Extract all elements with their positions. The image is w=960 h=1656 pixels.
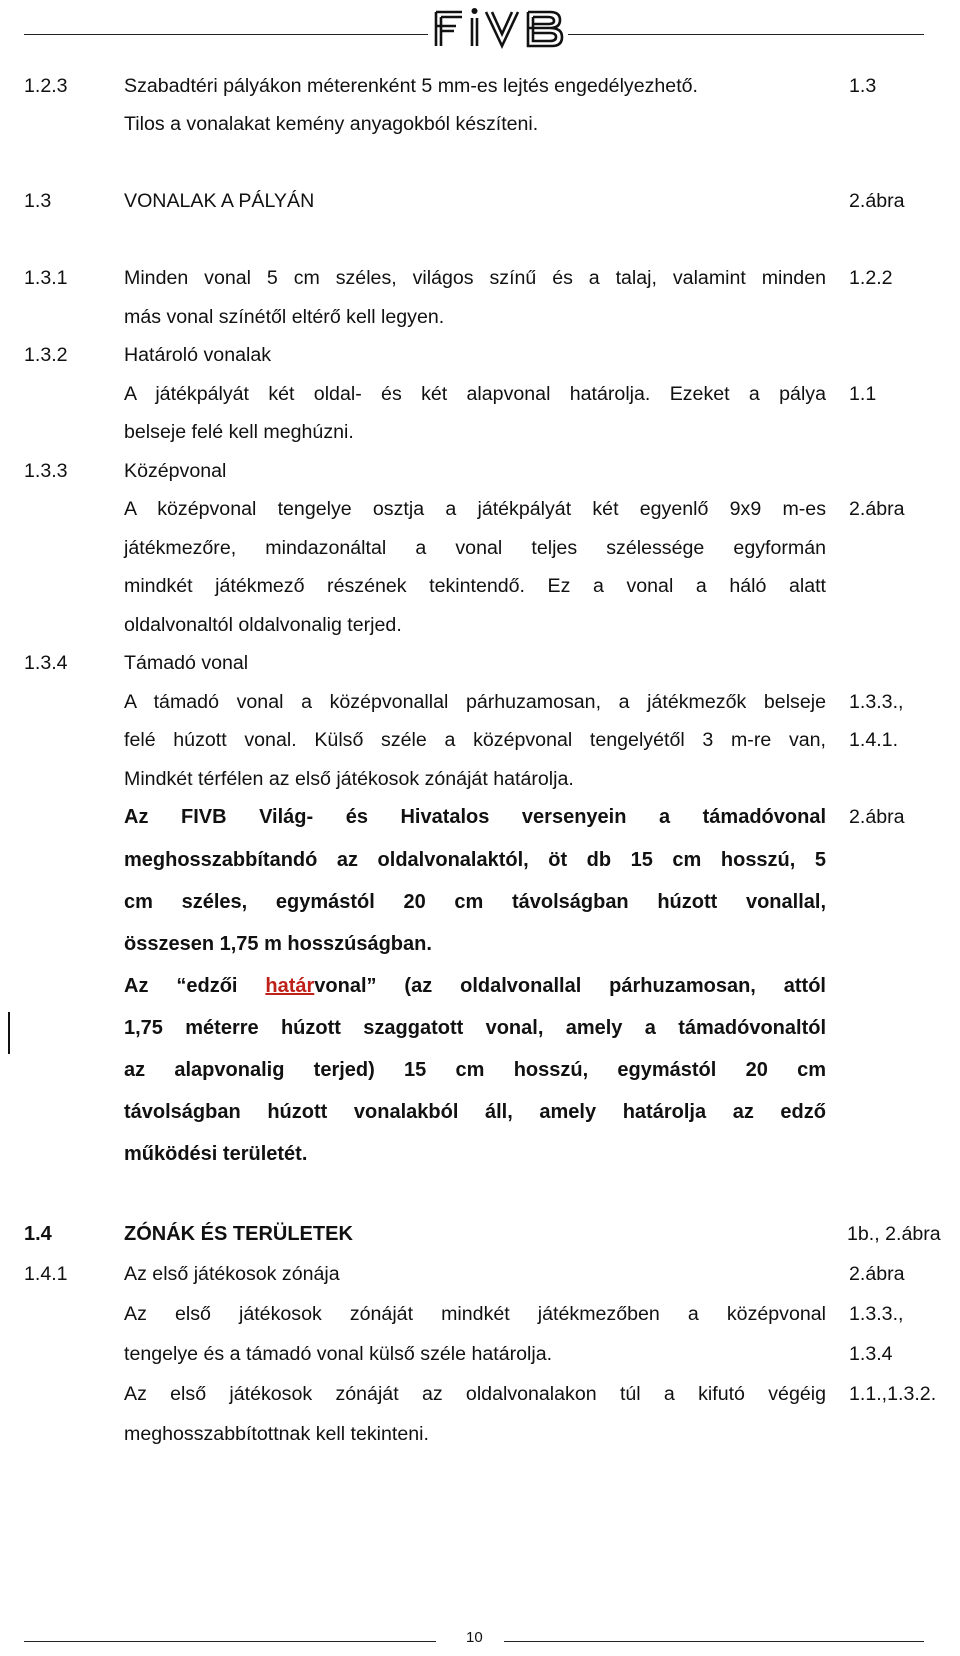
line-16-ref: 1.4.1. <box>849 729 899 751</box>
line-21-text: összesen 1,75 m hosszúságban. <box>124 933 432 955</box>
line-1-text: Szabadtéri pályákon méterenként 5 mm-es lejtés engedélyezhető. <box>124 75 698 97</box>
line-6-text: Határoló vonalak <box>124 344 272 366</box>
line-13-text: oldalvonaltól oldalvonalig terjed. <box>124 614 402 636</box>
line-10-text: A középvonal tengelye osztja a játékpályát két egyenlő 9x9 m-es <box>124 498 826 520</box>
line-12-text: mindkét játékmező részének tekintendő. Ez a vonal a háló alatt <box>124 575 826 597</box>
line-20-text: cm széles, egymástól 20 cm távolságban húzott vonallal, <box>124 891 826 913</box>
line-4-text: Minden vonal 5 cm széles, világos színű és a talaj, valamint minden <box>124 267 826 289</box>
line-14-text: Támadó vonal <box>124 652 249 674</box>
line-6-number: 1.3.2 <box>24 344 68 366</box>
section-1-3-title: VONALAK A PÁLYÁN <box>124 190 315 212</box>
line-15-ref: 1.3.3., <box>849 691 904 713</box>
line-28-text: Az első játékosok zónája <box>124 1263 340 1285</box>
line-31-text: Az első játékosok zónáját az oldalvonalakon túl a kifutó végéig <box>124 1383 826 1405</box>
line-26-text: működési területét. <box>124 1143 308 1165</box>
footer-rule-left <box>24 1641 436 1642</box>
line-25-text: távolságban húzott vonalakból áll, amely határolja az edző <box>124 1101 826 1123</box>
line-1-ref: 1.3 <box>849 75 877 97</box>
line-10-ref: 2.ábra <box>849 498 905 520</box>
line-23-text: 1,75 méterre húzott szaggatott vonal, amely a támadóvonaltól <box>124 1017 826 1039</box>
line-32-text: meghosszabbítottnak kell tekinteni. <box>124 1423 429 1445</box>
line-9-text: Középvonal <box>124 460 227 482</box>
section-1-3-number: 1.3 <box>24 190 52 212</box>
line-2-text: Tilos a vonalakat kemény anyagokból készíteni. <box>124 113 539 135</box>
revision-bar <box>8 1012 10 1054</box>
line-28-ref: 2.ábra <box>849 1263 905 1285</box>
line-1-number: 1.2.3 <box>24 75 68 97</box>
section-1-4-number: 1.4 <box>24 1223 52 1245</box>
line-30-ref: 1.3.4 <box>849 1343 893 1365</box>
line-14-number: 1.3.4 <box>24 652 68 674</box>
line-31-ref: 1.1.,1.3.2. <box>849 1383 937 1405</box>
line-8-text: belseje felé kell meghúzni. <box>124 421 354 443</box>
line-29-ref: 1.3.3., <box>849 1303 904 1325</box>
line-7-ref: 1.1 <box>849 383 877 405</box>
footer-rule-right <box>504 1641 924 1642</box>
line-5-text: más vonal színétől eltérő kell legyen. <box>124 306 445 328</box>
line-22-text: Az “edzői határvonal” (az oldalvonallal párhuzamosan, attól <box>124 975 826 997</box>
line-18-ref: 2.ábra <box>849 806 905 828</box>
line-7-text: A játékpályát két oldal- és két alapvonal határolja. Ezeket a pálya <box>124 383 826 405</box>
line-15-text: A támadó vonal a középvonallal párhuzamosan, a játékmezők belseje <box>124 691 826 713</box>
line-30-text: tengelye és a támadó vonal külső széle határolja. <box>124 1343 553 1365</box>
fivb-logo <box>432 4 564 50</box>
line-16-text: felé húzott vonal. Külső széle a középvonal tengelyétől 3 m-re van, <box>124 729 826 751</box>
line-28-number: 1.4.1 <box>24 1263 68 1285</box>
section-1-4-title: ZÓNÁK ÉS TERÜLETEK <box>124 1223 353 1245</box>
line-29-text: Az első játékosok zónáját mindkét játékmezőben a középvonal <box>124 1303 826 1325</box>
line-9-number: 1.3.3 <box>24 460 68 482</box>
page-number: 10 <box>466 1629 483 1646</box>
line-4-ref: 1.2.2 <box>849 267 893 289</box>
line-4-number: 1.3.1 <box>24 267 68 289</box>
highlighted-word: határ <box>265 975 315 997</box>
line-24-text: az alapvonalig terjed) 15 cm hosszú, egymástól 20 cm <box>124 1059 826 1081</box>
section-1-3-ref: 2.ábra <box>849 190 905 212</box>
logo-dot-icon <box>472 8 478 14</box>
line-19-text: meghosszabbítandó az oldalvonalaktól, öt db 15 cm hosszú, 5 <box>124 849 826 871</box>
line-17-text: Mindkét térfélen az első játékosok zónáját határolja. <box>124 768 574 790</box>
line-11-text: játékmezőre, mindazonáltal a vonal teljes szélessége egyformán <box>124 537 826 559</box>
line-18-text: Az FIVB Világ- és Hivatalos versenyein a támadóvonal <box>124 806 826 828</box>
section-1-4-ref: 1b., 2.ábra <box>847 1223 941 1245</box>
